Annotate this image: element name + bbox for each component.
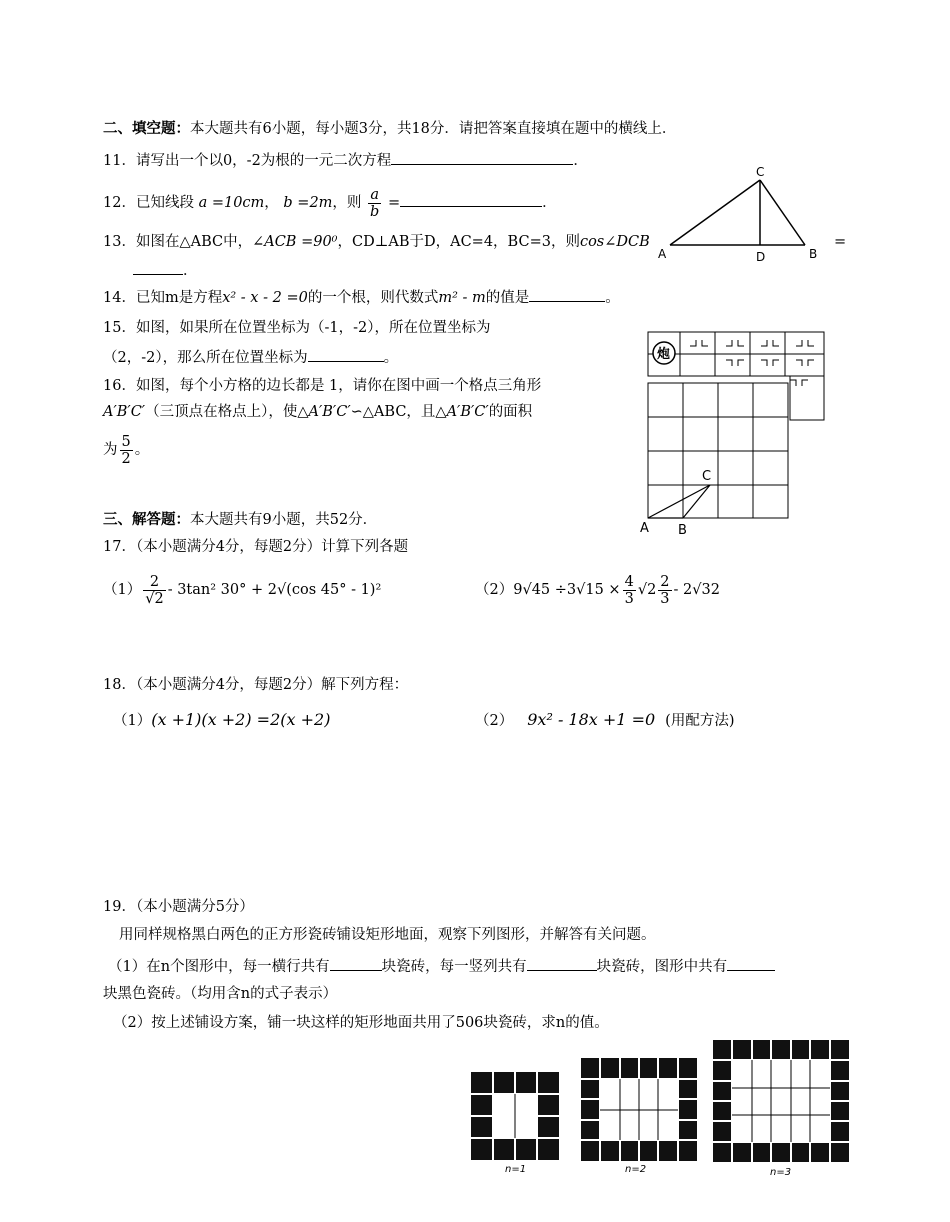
tile-patterns-figure — [465, 1036, 855, 1176]
label-n1: n=1 — [505, 1164, 527, 1175]
label-c: C — [756, 165, 765, 179]
question-15-line1: 15．如图，如果所在位置坐标为（-1，-2），所在位置坐标为 — [103, 320, 491, 336]
section-2-heading: 二、填空题：本大题共有6小题，每小题3分，共18分．请把答案直接填在题中的横线上． — [103, 120, 677, 137]
question-17-part2: （2）9√45 ÷3√15 × $\frac{4}{3}$ √2 $\frac{2}{3}$ - 2√32 — [475, 573, 720, 607]
question-16-line3: 为 $\frac{5}{2}$ 。 — [103, 433, 150, 467]
pattern-n2 — [581, 1058, 697, 1161]
question-19-title: 19．（本小题满分5分） — [103, 899, 254, 915]
grid-figure — [630, 378, 810, 538]
question-14: 14．已知m是方程x² - x - 2 =0的一个根，则代数式m² - m的值是 。 — [103, 287, 620, 308]
question-16-line1: 16．如图，每个小方格的边长都是 1，请你在图中画一个格点三角形 — [103, 378, 542, 394]
label-b: B — [678, 523, 687, 538]
label-d: D — [756, 250, 766, 264]
label-a: A — [658, 247, 667, 261]
question-11: 11．请写出一个以0，-2为根的一元二次方程 ． — [103, 150, 588, 171]
question-15-line2: （2，-2），那么所在位置坐标为 。 — [103, 347, 398, 368]
question-13: 13．如图在△ABC中，∠ACB =90⁰，CD⊥AB于D，AC=4，BC=3，则cos∠DCB — [103, 234, 650, 250]
section-3-heading: 三、解答题：本大题共有9小题，共52分． — [103, 511, 378, 528]
label-n3: n=3 — [770, 1167, 792, 1176]
question-17-title: 17．（本小题满分4分，每题2分）计算下列各题 — [103, 539, 409, 555]
question-19-part1-line2: 块黑色瓷砖。（均用含n的式子表示） — [103, 986, 338, 1002]
question-18-part2: （2） 9x² - 18x +1 =0 (用配方法) — [475, 710, 735, 729]
cannon-piece-icon: 炮 — [657, 347, 671, 362]
pattern-n1 — [471, 1072, 559, 1160]
question-16-line2: A′B′C′（三顶点在格点上），使△A′B′C′∽△ABC，且△A′B′C′的面积 — [103, 404, 533, 420]
label-c: C — [702, 469, 712, 484]
question-17-part1: （1） $\frac{2}{√2}$ - 3tan² 30° + 2√(cos 45° - 1)² — [103, 573, 382, 607]
pattern-n3 — [713, 1040, 849, 1162]
triangle-figure — [650, 160, 830, 270]
question-12: 12．已知线段 a =10cm， b =2m，则 $\frac{a}{b}$ = ． — [103, 186, 557, 220]
question-19-part1-line1: （1）在n个图形中，每一横行共有 块瓷砖，每一竖列共有 块瓷砖，图形中共有 — [108, 956, 775, 977]
question-19-part2: （2）按上述铺设方案，铺一块这样的矩形地面共用了506块瓷砖，求n的值。 — [113, 1015, 609, 1031]
question-18-part1: （1）(x +1)(x +2) =2(x +2) — [113, 710, 331, 729]
label-b: B — [809, 247, 818, 261]
label-a: A — [640, 521, 649, 536]
question-13-answer: ． — [133, 260, 198, 281]
label-n2: n=2 — [625, 1164, 647, 1175]
question-18-title: 18．（本小题满分4分，每题2分）解下列方程： — [103, 677, 409, 693]
question-13-equals: = — [834, 234, 847, 250]
question-19-intro: 用同样规格黑白两色的正方形瓷砖铺设矩形地面，观察下列图形，并解答有关问题。 — [119, 927, 656, 943]
